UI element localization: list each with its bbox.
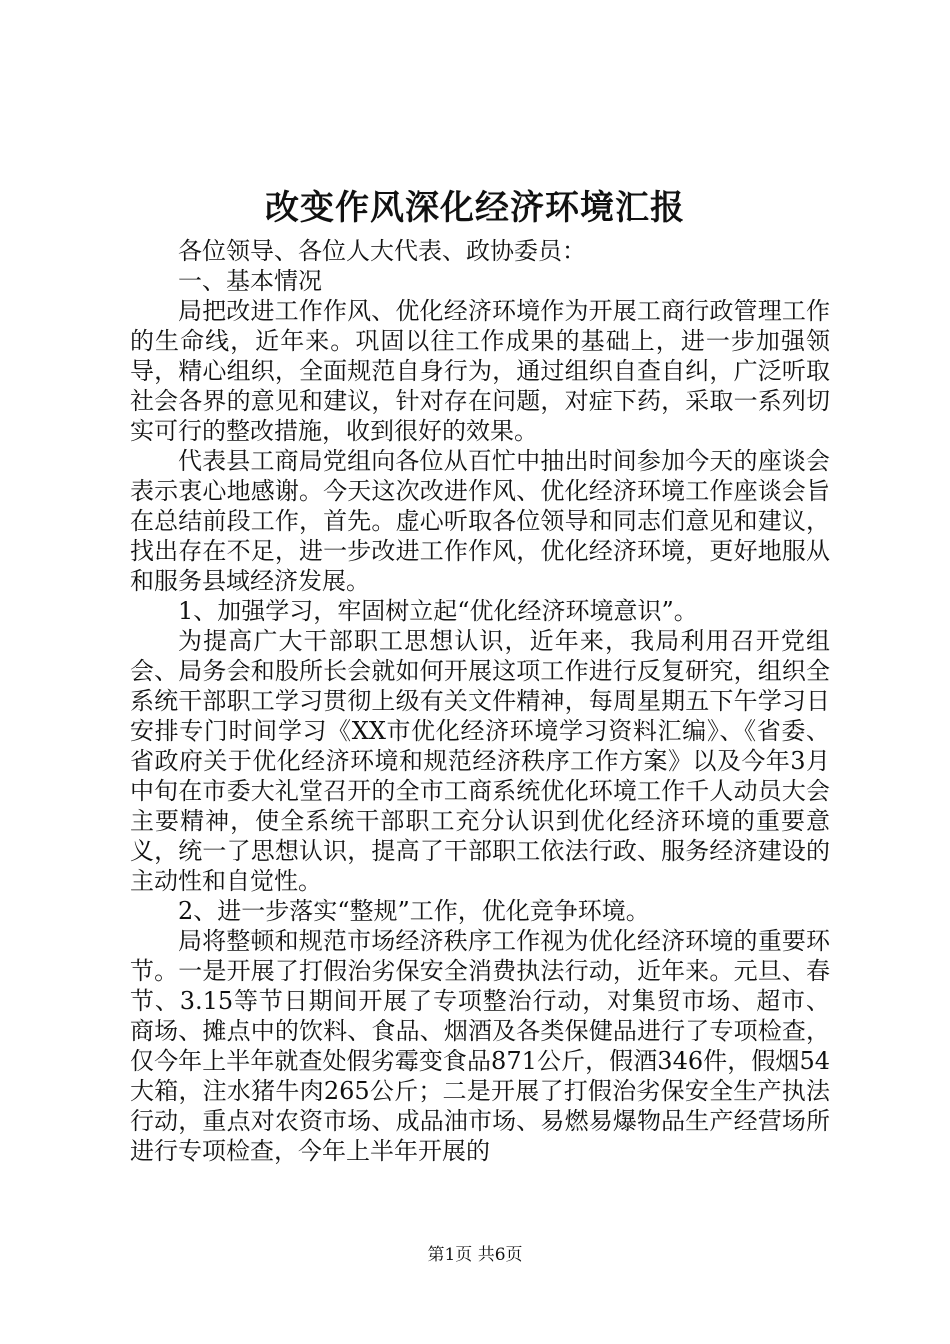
page-number-footer: 第1页 共6页 xyxy=(427,1245,523,1265)
document-title: 改变作风深化经济环境汇报 xyxy=(265,188,685,228)
subsection-heading-study: 1、加强学习，牢固树立起“优化经济环境意识”。 xyxy=(178,597,698,625)
body-paragraph: 代表县工商局党组向各位从百忙中抽出时间参加今天的座谈会表示衷心地感谢。今天这次改进作风、优化经济环境工作座谈会旨在总结前段工作，首先。虚心听取各位领导和同志们意见和建议，找出存在不足，进一步改进工作作风，优化经济环境，更好地服从和服务县域经济发展。 xyxy=(130,447,830,595)
salutation-paragraph: 各位领导、各位人大代表、政协委员： xyxy=(178,237,586,265)
body-paragraph: 局将整顿和规范市场经济秩序工作视为优化经济环境的重要环节。一是开展了打假治劣保安全消费执法行动，近年来。元旦、春节、3.15等节日期间开展了专项整治行动，对集贸市场、超市、商场、摊点中的饮料、食品、烟酒及各类保健品进行了专项检查，仅今年上半年就查处假劣霉变食品871公斤，假酒346件，假烟54大箱，注水猪牛肉265公斤；二是开展了打假治劣保安全生产执法行动，重点对农资市场、成品油市场、易燃易爆物品生产经营场所进行专项检查，今年上半年开展的 xyxy=(130,927,830,1165)
section-heading-basic-situation: 一、基本情况 xyxy=(178,267,322,295)
document-body xyxy=(130,236,830,1166)
subsection-heading-rectification: 2、进一步落实“整规”工作，优化竞争环境。 xyxy=(178,897,650,925)
body-paragraph: 局把改进工作作风、优化经济环境作为开展工商行政管理工作的生命线，近年来。巩固以往工作成果的基础上，进一步加强领导，精心组织，全面规范自身行为，通过组织自查自纠，广泛听取社会各界的意见和建议，针对存在问题，对症下药，采取一系列切实可行的整改措施，收到很好的效果。 xyxy=(130,297,830,445)
body-paragraph: 为提高广大干部职工思想认识，近年来，我局利用召开党组会、局务会和股所长会就如何开展这项工作进行反复研究，组织全系统干部职工学习贯彻上级有关文件精神，每周星期五下午学习日安排专门时间学习《XX市优化经济环境学习资料汇编》、《省委、省政府关于优化经济环境和规范经济秩序工作方案》以及今年3月中旬在市委大礼堂召开的全市工商系统优化环境工作千人动员大会主要精神，使全系统干部职工充分认识到优化经济环境的重要意义，统一了思想认识，提高了干部职工依法行政、服务经济建设的主动性和自觉性。 xyxy=(130,627,830,895)
